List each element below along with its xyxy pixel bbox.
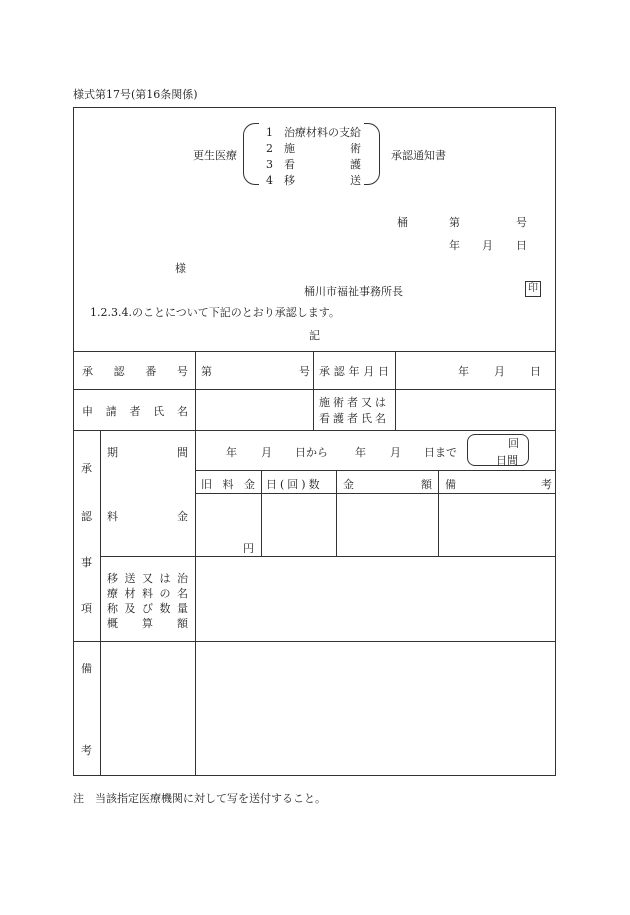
applicant-name-label: [82, 403, 188, 419]
fee-label: [107, 508, 188, 524]
vrule-label: [195, 351, 196, 776]
label-char: 期: [107, 446, 118, 459]
row1-go: 号: [299, 365, 310, 378]
label-char: 年: [348, 365, 360, 378]
label-char: 数: [159, 602, 171, 615]
header-right: 承認通知書: [391, 149, 446, 162]
label-char: 治: [177, 572, 188, 585]
rule-6: [100, 556, 556, 557]
addressee-suffix: 様: [175, 262, 186, 275]
row1-year: 年: [458, 365, 469, 378]
rule-1: [73, 351, 556, 352]
period-year-1: 年: [226, 446, 237, 459]
rule-7: [73, 641, 556, 642]
label-char: 者: [129, 405, 141, 418]
label-char: は: [159, 572, 171, 585]
fee-header-gaku: 額: [421, 478, 432, 491]
period-label: [107, 444, 188, 460]
approval-side-2: 認: [81, 510, 92, 523]
seal-mark: 印: [525, 281, 541, 297]
label-char: 旧: [201, 478, 212, 491]
vrule-date-label-l: [313, 351, 314, 430]
form-number: 様式第17号(第16条関係): [73, 88, 198, 101]
approval-side-4: 項: [81, 602, 92, 615]
label-char: 移: [107, 572, 118, 585]
transport-label-2: [107, 585, 188, 601]
label-char: 番: [145, 365, 157, 378]
label-char: 承: [82, 365, 93, 378]
right-brace: [364, 123, 380, 185]
header-item-2: 2 施 術: [266, 142, 361, 155]
label-char: 算: [142, 617, 153, 630]
left-brace: [243, 123, 259, 185]
header-left: 更生医療: [193, 149, 237, 162]
label-char: 及: [124, 602, 136, 615]
vrule-fee-1: [261, 470, 262, 556]
label-char: 号: [176, 365, 188, 378]
period-day-from: 日から: [295, 446, 328, 459]
label-char: 認: [113, 365, 125, 378]
ki-label: 記: [309, 329, 320, 342]
label-char: 又: [142, 572, 153, 585]
period-day-until: 日まで: [424, 446, 457, 459]
header-item-4: 4 移 送: [266, 174, 361, 187]
approval-date-label: [319, 363, 389, 379]
label-char: 料: [107, 510, 118, 523]
label-char: 称: [107, 602, 118, 615]
label-char: 材: [124, 587, 136, 600]
label-char: 料: [222, 478, 234, 491]
date-year: 年: [449, 239, 460, 252]
remarks-label-1: 備: [81, 662, 92, 675]
period-month-2: 月: [390, 446, 401, 459]
fee-header-ko: 考: [541, 478, 552, 491]
label-char: 承: [319, 365, 330, 378]
label-char: 間: [177, 446, 188, 459]
approval-side-1: 承: [81, 462, 92, 475]
fee-header-kin: 金: [343, 478, 354, 491]
rule-4: [195, 470, 556, 471]
period-month-1: 月: [261, 446, 272, 459]
date-day: 日: [516, 239, 527, 252]
vrule-date-label-r: [395, 351, 396, 430]
header-item-1: 1 治療材料の支給: [266, 126, 361, 139]
transport-label-4: [107, 615, 188, 631]
fee-header-days: 日(回)数: [266, 478, 323, 491]
rule-3: [73, 430, 556, 431]
label-char: 請: [105, 405, 117, 418]
label-char: 月: [363, 365, 375, 378]
label-char: 認: [333, 365, 345, 378]
doc-no-prefix: 桶: [397, 216, 408, 229]
label-char: 料: [142, 587, 153, 600]
transport-label-3: [107, 600, 188, 616]
label-char: 名: [177, 405, 188, 418]
practitioner-label-1: 施術者又は: [319, 396, 389, 409]
label-char: の: [159, 587, 171, 600]
vrule-fee-2: [336, 470, 337, 556]
intro-text: 1.2.3.4.のことについて下記のとおり承認します。: [90, 306, 340, 319]
label-char: 送: [124, 572, 136, 585]
label-char: 金: [244, 478, 255, 491]
vrule-fee-3: [438, 470, 439, 556]
label-char: 日: [378, 365, 389, 378]
period-year-2: 年: [355, 446, 366, 459]
label-char: 氏: [153, 405, 165, 418]
label-char: 金: [177, 510, 188, 523]
label-char: 概: [107, 617, 118, 630]
date-month: 月: [482, 239, 493, 252]
label-char: び: [142, 602, 153, 615]
row1-day: 日: [530, 365, 541, 378]
row1-dai: 第: [201, 365, 212, 378]
label-char: 申: [82, 405, 93, 418]
fee-yen: 円: [243, 542, 254, 555]
transport-label-1: [107, 570, 188, 586]
approval-side-3: 事: [81, 556, 92, 569]
remarks-label-2: 考: [81, 744, 92, 757]
rule-2: [73, 389, 556, 390]
row1-month: 月: [494, 365, 505, 378]
doc-no-go: 号: [516, 216, 527, 229]
practitioner-label-2: 看護者氏名: [319, 412, 389, 425]
label-char: 額: [177, 617, 188, 630]
label-char: 療: [107, 587, 118, 600]
issuer: 桶川市福祉事務所長: [304, 285, 403, 298]
header-item-3: 3 看 護: [266, 158, 361, 171]
footnote: 注 当該指定医療機関に対して写を送付すること。: [73, 792, 326, 805]
label-char: 量: [177, 602, 188, 615]
period-nichikan: 日間: [496, 454, 518, 467]
fee-header-old: [201, 476, 255, 492]
label-char: 名: [177, 587, 188, 600]
period-kai: 回: [508, 437, 519, 450]
fee-header-bi: 備: [445, 478, 456, 491]
approval-number-label: [82, 363, 188, 379]
doc-no-dai: 第: [449, 216, 460, 229]
vrule-side: [100, 430, 101, 776]
rule-5: [195, 493, 556, 494]
